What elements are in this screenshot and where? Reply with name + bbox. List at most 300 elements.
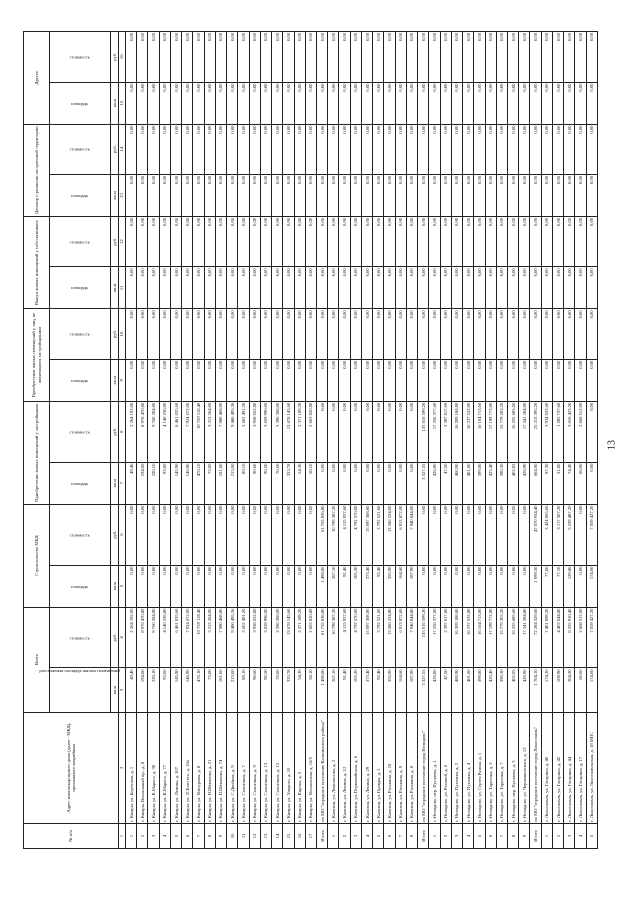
cell-cost: 10 799 387,20 [328,607,339,668]
table-row [182,32,193,849]
cell-cost: 0,00 [272,32,283,83]
cell-cost: 2 668 512,00 [575,401,586,462]
cell-cost: 0,00 [463,216,474,266]
cell-cost: 0,00 [126,309,137,359]
cell-area: 0,00 [541,82,552,124]
cell-area: 0,00 [328,174,339,216]
cell-cost: 0,00 [530,216,541,266]
cell-area: 129,80 [564,565,575,607]
cell-cost: 0,00 [193,32,204,83]
cell-cost: 7 924 672,00 [182,607,193,668]
cell-area: 0,00 [238,359,249,401]
cell-cost: 3 602 491,20 [238,607,249,668]
row-number: 10 [227,823,238,848]
row-address: г. Лихославль, ул. Гагарина, д. 42 [552,712,563,823]
column-number: 7 [119,462,126,504]
cell-area: 0,00 [159,174,170,216]
row-address: г. Кимры, ул. Кирова, д. 5 [294,712,305,823]
cell-area: 0,00 [496,82,507,124]
row-number: 13 [260,823,271,848]
cell-cost: 0,00 [182,32,193,83]
row-number: 11 [238,823,249,848]
cell-cost: 0,00 [260,124,271,174]
cell-cost: 0,00 [148,32,159,83]
cell-area: 0,00 [496,565,507,607]
cell-area: 73,00 [204,668,215,712]
cell-cost: 0,00 [272,216,283,266]
table-row [507,32,518,849]
cell-area: 47,50 [440,462,451,504]
cell-area: 0,00 [384,267,395,309]
cell-area: 0,00 [440,565,451,607]
cell-area: 0,00 [395,267,406,309]
cell-area: 89,10 [238,462,249,504]
unit-rub: руб. [111,216,119,266]
row-number: 8 [204,823,215,848]
cell-cost: 0,00 [575,309,586,359]
cell-cost: 17 341 284,80 [519,401,530,462]
cell-cost: 0,00 [519,216,530,266]
table-row [496,32,507,849]
row-address: г. Кимры, ул. Солнечная, д. 7 [238,712,249,823]
header-territory-group: Договор о развитии застроенной территории [24,124,50,216]
cell-area: 0,00 [395,359,406,401]
cell-area: 0,00 [283,174,294,216]
cell-area: 0,00 [384,462,395,504]
cell-cost: 0,00 [204,32,215,83]
cell-area: 0,00 [530,174,541,216]
cell-cost: 0,00 [126,504,137,565]
table-body [126,32,598,849]
cell-area: 400,90 [451,462,462,504]
cell-area: 0,00 [305,359,316,401]
header-dev-cost: стоимость [50,401,111,462]
cell-area: 0,00 [215,174,226,216]
cell-cost: 3 396 288,00 [272,607,283,668]
row-address: г. Калязин, ул. Первомайская, д. 6 [350,712,361,823]
table-row [395,32,406,849]
cell-cost: 0,00 [272,309,283,359]
row-number: 14 [272,823,283,848]
cell-cost: 0,00 [316,124,327,174]
cell-cost: 0,00 [339,32,350,83]
cell-cost: 2 603 820,80 [305,401,316,462]
cell-cost: 4 792 570,00 [350,607,361,668]
cell-area: 0,00 [350,174,361,216]
cell-cost: 0,00 [485,124,496,174]
cell-cost: 3 958 052,80 [249,401,260,462]
column-number: 4 [119,607,126,668]
cell-area: 0,00 [496,359,507,401]
row-number: 4 [361,823,372,848]
cell-cost: 0,00 [530,32,541,83]
cell-area: 0,00 [328,359,339,401]
cell-cost: 15 097 308,80 [361,504,372,565]
cell-cost: 15 097 308,80 [361,607,372,668]
cell-area: 3 327,55 [418,668,429,712]
cell-cost: 0,00 [429,504,440,565]
cell-cost: 0,00 [148,504,159,565]
cell-area: 0,00 [361,359,372,401]
cell-area: 0,00 [474,359,485,401]
cell-area: 0,00 [496,174,507,216]
cell-cost: 0,00 [148,309,159,359]
cell-cost: 0,00 [316,216,327,266]
cell-area: 0,00 [260,359,271,401]
cell-area: 0,00 [507,82,518,124]
row-address: г. Кимры, ул. Ленина, д. 107 [170,712,181,823]
row-address: г. Кимры, ул. Уицкого, д. 10 [283,712,294,823]
table-row [227,32,238,849]
cell-cost: 0,00 [429,32,440,83]
cell-area: 0,00 [429,82,440,124]
cell-cost: 16 164 713,60 [474,401,485,462]
cell-area: 0,00 [148,174,159,216]
cell-area: 0,00 [294,174,305,216]
cell-area: 428,90 [519,668,530,712]
cell-cost: 0,00 [316,309,327,359]
cell-cost: 7 059 427,20 [586,607,597,668]
row-address: г. Лихославль, ул. Гагарина, д. 44 [564,712,575,823]
cell-area: 108,90 [552,668,563,712]
column-number-row [119,32,126,849]
cell-cost: 0,00 [238,32,249,83]
cell-area: 0,00 [373,359,384,401]
header-num: № п/п [24,823,119,848]
cell-cost: 0,00 [361,32,372,83]
cell-area: 0,00 [148,82,159,124]
cell-area: 0,00 [238,267,249,309]
cell-area: 204,20 [564,668,575,712]
cell-cost: 9 480 495,36 [227,607,238,668]
row-number: 16 [294,823,305,848]
table-row [193,32,204,849]
column-number: 15 [119,82,126,124]
cell-area: 0,00 [170,267,181,309]
cell-area: 0,00 [519,565,530,607]
cell-area: 0,00 [316,267,327,309]
row-number: 7 [395,823,406,848]
cell-area: 54,30 [294,462,305,504]
cell-area: 0,00 [227,82,238,124]
cell-cost: 135 016 599,20 [418,607,429,668]
table-row [463,32,474,849]
cell-cost: 0,00 [272,504,283,565]
row-number: 7 [496,823,507,848]
cell-cost: 0,00 [541,309,552,359]
cell-cost: 0,00 [215,124,226,174]
cell-cost: 0,00 [316,32,327,83]
cell-cost: 0,00 [373,216,384,266]
cell-cost: 0,00 [148,216,159,266]
cell-area: 0,00 [485,82,496,124]
cell-cost: 0,00 [384,32,395,83]
cell-area: 0,00 [350,462,361,504]
cell-cost: 2 371 189,20 [294,607,305,668]
cell-cost: 0,00 [159,504,170,565]
cell-cost: 2 264 192,00 [126,401,137,462]
cell-area: 0,00 [204,174,215,216]
cell-cost: 0,00 [541,32,552,83]
cell-cost: 0,00 [451,504,462,565]
cell-area: 58,10 [305,668,316,712]
cell-area: 0,00 [586,174,597,216]
cell-area: 0,00 [227,359,238,401]
cell-cost: 0,00 [260,504,271,565]
header-buy-developers-group: Приобретение жилых помещений у застройщиков [24,401,50,504]
cell-area: 174,60 [586,565,597,607]
cell-area: 0,00 [316,82,327,124]
cell-cost: 0,00 [305,216,316,266]
cell-area: 194,00 [137,462,148,504]
cell-cost: 0,00 [451,32,462,83]
cell-cost: 5 239 487,20 [564,504,575,565]
cell-cost: 0,00 [474,216,485,266]
cell-area: 145,90 [170,668,181,712]
unit-area: кв.м [111,359,119,401]
header-other-buy-cost: стоимость [50,309,111,359]
cell-area: 0,00 [530,359,541,401]
cell-area: 0,00 [249,565,260,607]
column-number: 13 [119,174,126,216]
cell-cost: 0,00 [305,504,316,565]
cell-cost: 0,00 [249,216,260,266]
cell-cost: 16 255 685,60 [507,607,518,668]
cell-cost: 0,00 [552,32,563,83]
cell-area: 0,00 [519,267,530,309]
cell-cost: 0,00 [418,504,429,565]
cell-area: 54,30 [294,668,305,712]
cell-cost: 3 659 996,00 [260,401,271,462]
cell-cost: 0,00 [451,309,462,359]
column-number: 6 [119,504,126,565]
cell-cost: 16 255 685,60 [507,401,518,462]
cell-cost: 0,00 [373,401,384,462]
table-row [272,32,283,849]
cell-cost: 0,00 [586,124,597,174]
cell-area: 0,00 [272,174,283,216]
cell-cost: 0,00 [159,216,170,266]
cell-area: 0,00 [451,82,462,124]
cell-area: 0,00 [204,359,215,401]
row-number: 1 [328,823,339,848]
cell-area: 77,10 [552,565,563,607]
unit-rub: руб. [111,607,119,668]
cell-area: 0,00 [429,267,440,309]
cell-area: 146,90 [182,668,193,712]
table-row [451,32,462,849]
cell-cost: 0,00 [238,504,249,565]
table-row [328,32,339,849]
cell-cost: 4 115 937,60 [339,607,350,668]
row-number: 5 [474,823,485,848]
row-number: 2 [137,823,148,848]
cell-area: 0,00 [507,359,518,401]
cell-cost: 17 256 377,60 [429,401,440,462]
cell-cost: 17 199 772,80 [485,607,496,668]
cell-cost: 0,00 [474,504,485,565]
cell-area: 0,00 [418,359,429,401]
cell-cost: 3 424 065,60 [541,504,552,565]
cell-cost: 0,00 [586,216,597,266]
cell-area: 0,00 [440,174,451,216]
table-row [485,32,496,849]
cell-cost: 0,00 [406,124,417,174]
cell-area: 1 498,00 [316,668,327,712]
cell-area: 92,40 [373,565,384,607]
cell-area: 0,00 [541,359,552,401]
cell-cost: 7 924 672,00 [182,401,193,462]
cell-area: 0,00 [272,359,283,401]
unit-area: кв.м [111,565,119,607]
cell-area: 74,40 [564,462,575,504]
cell-area: 426,80 [429,462,440,504]
row-address: г. Калязин, ул. Ратькина, д. 8 [406,712,417,823]
cell-area: 70,60 [272,668,283,712]
cell-cost: 3 934 033,60 [541,401,552,462]
cell-area: 181,60 [215,668,226,712]
cell-cost: 0,00 [182,309,193,359]
cell-cost: 0,00 [215,309,226,359]
cell-area: 91,40 [339,668,350,712]
table-row [361,32,372,849]
cell-cost: 0,00 [496,504,507,565]
cell-area: 0,00 [575,565,586,607]
cell-area: 0,00 [586,359,597,401]
cell-cost: 8 255 910,40 [564,607,575,668]
cell-cost: 2 603 820,80 [305,607,316,668]
row-number: Итого [418,823,429,848]
cell-cost: 3 313 264,00 [204,607,215,668]
cell-area: 425,40 [485,668,496,712]
cell-area: 0,00 [159,565,170,607]
cell-area: 0,00 [294,267,305,309]
column-number: 11 [119,267,126,309]
row-address: г. Кимры, ул. Московская, д. 16/5 [305,712,316,823]
cell-area: 1 704,10 [530,668,541,712]
cell-area: 174,30 [541,668,552,712]
cell-area: 49,40 [126,668,137,712]
cell-cost: 0,00 [485,309,496,359]
cell-area: 0,00 [159,267,170,309]
cell-cost: 0,00 [496,309,507,359]
cell-area: 0,00 [373,82,384,124]
cell-cost: 17 199 772,80 [485,401,496,462]
cell-cost: 3 792 521,60 [373,607,384,668]
cell-area: 0,00 [305,565,316,607]
cell-area: 0,00 [575,174,586,216]
cell-cost: 0,00 [339,124,350,174]
cell-area: 0,00 [328,82,339,124]
row-number: 2 [339,823,350,848]
cell-cost: 25 213 395,20 [530,401,541,462]
cell-cost: 10 799 387,20 [328,504,339,565]
cell-area: 0,00 [406,359,417,401]
cell-area: 0,00 [406,267,417,309]
cell-cost: 0,00 [507,32,518,83]
cell-cost: 0,00 [361,216,372,266]
cell-area: 0,00 [440,267,451,309]
header-buy-other-group: Приобретение жилых помещений у лиц, не являющихся застройщиками [24,309,50,401]
cell-cost: 0,00 [395,401,406,462]
cell-cost: 0,00 [474,32,485,83]
cell-area: 0,00 [395,82,406,124]
cell-cost: 0,00 [204,309,215,359]
cell-area: 0,00 [305,82,316,124]
cell-area: 0,00 [215,267,226,309]
cell-cost: 0,00 [328,32,339,83]
cell-area: 1 498,00 [316,565,327,607]
row-address: г. Калязин, ул. Ломоносова, д. 2 [328,712,339,823]
cell-cost: 2 397 617,00 [440,607,451,668]
cell-cost: 0,00 [137,32,148,83]
cell-cost: 0,00 [328,309,339,359]
cell-cost: 3 313 264,00 [204,401,215,462]
cell-cost: 0,00 [215,504,226,565]
cell-area: 0,00 [395,174,406,216]
cell-area: 0,00 [215,565,226,607]
row-number: 5 [170,823,181,848]
cell-cost: 0,00 [238,309,249,359]
row-number: 3 [350,823,361,848]
cell-area: 0,00 [283,565,294,607]
cell-cost: 0,00 [283,504,294,565]
cell-cost: 0,00 [384,124,395,174]
cell-cost: 0,00 [418,309,429,359]
row-address: г. Нелидово, ул. Тарусина, д. 3 [485,712,496,823]
cell-cost: 0,00 [148,124,159,174]
cell-cost: 0,00 [564,309,575,359]
cell-cost: 0,00 [137,216,148,266]
row-address: г. Кимры, ул. Н.Шевченко, д. 21 [204,712,215,823]
cell-area: 0,00 [496,267,507,309]
cell-cost: 16 164 713,60 [474,607,485,668]
row-address: г. Нелидово, ул. Пугачева, д. 4 [463,712,474,823]
cell-area: 0,00 [485,267,496,309]
cell-area: 426,80 [429,668,440,712]
cell-cost: 0,00 [350,216,361,266]
cell-area: 0,00 [541,267,552,309]
cell-cost: 13 586 224,80 [384,504,395,565]
cell-cost: 0,00 [575,124,586,174]
cell-cost: 135 016 599,20 [418,401,429,462]
row-number: 17 [305,823,316,848]
cell-cost: 0,00 [395,124,406,174]
header-mkd-group: Строительство МКД [24,504,50,607]
cell-cost: 0,00 [249,504,260,565]
cell-cost: 0,00 [384,216,395,266]
cell-cost: 9 760 284,80 [148,401,159,462]
cell-cost: 0,00 [137,504,148,565]
cell-area: 0,00 [137,359,148,401]
cell-area: 0,00 [552,267,563,309]
cell-cost: 7 401 099,20 [541,607,552,668]
row-address: г. Нелидово, ул. Раховой, д. 6 [440,712,451,823]
cell-cost: 0,00 [575,32,586,83]
cell-area: 0,00 [339,174,350,216]
cell-cost: 72 284 329,60 [530,607,541,668]
cell-cost: 0,00 [339,309,350,359]
cell-cost: 0,00 [137,124,148,174]
cell-cost: 0,00 [564,124,575,174]
row-address: г. Кимры, ул. Н.Шевченко, д. 74 [215,712,226,823]
row-number: 9 [519,823,530,848]
cell-area: 0,00 [384,359,395,401]
cell-area: 0,00 [463,267,474,309]
row-address: г. Калязин, ул. Ратькина, д. 10 [384,712,395,823]
cell-area: 267,10 [328,668,339,712]
cell-area: 0,00 [519,174,530,216]
